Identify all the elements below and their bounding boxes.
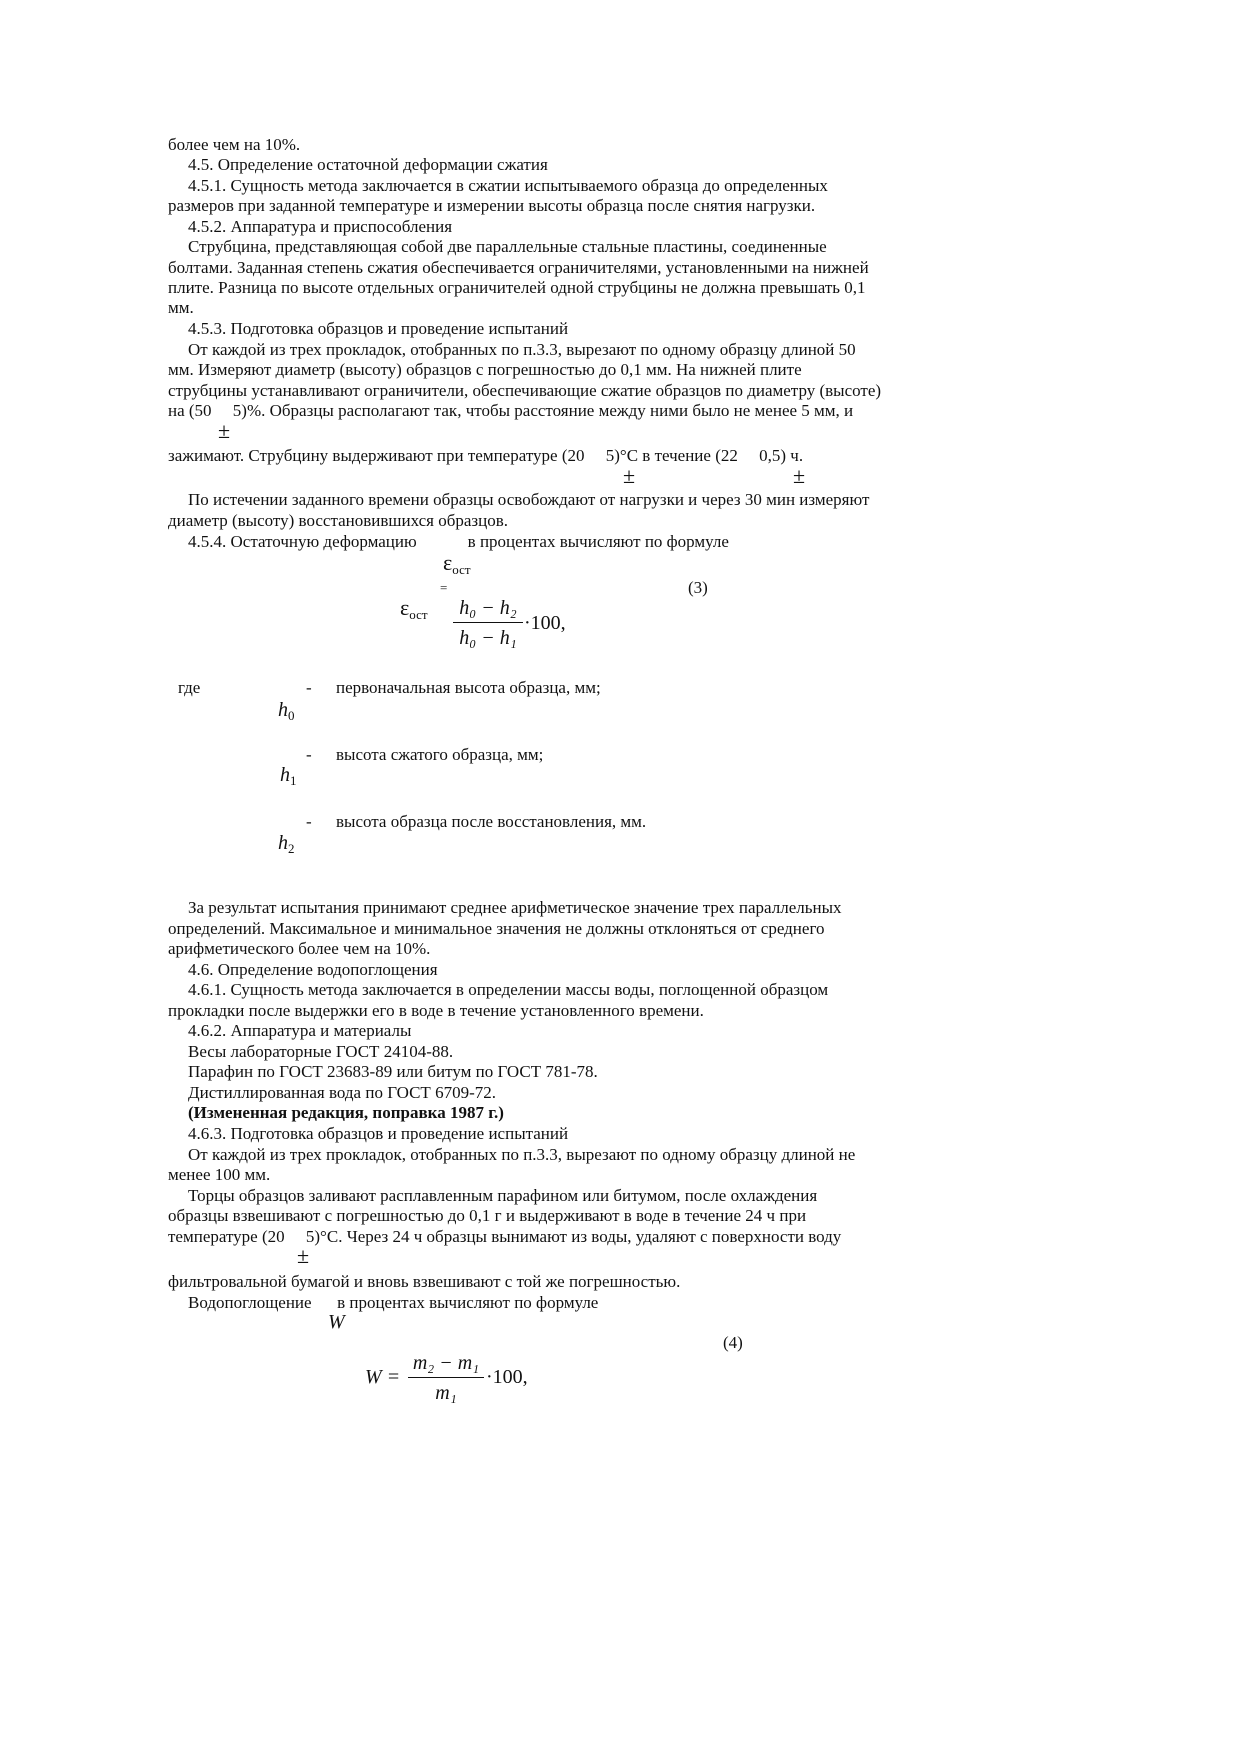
formula-multiplier: ·100, [524,612,566,634]
text-line: плите. Разница по высоте отдельных ограничителей одной струбцины не должна превышать 0,1 [168,278,866,297]
text-line: Весы лабораторные ГОСТ 24104-88. [188,1042,454,1061]
text-line: прокладки после выдержки его в воде в течение установленного времени. [168,1001,704,1020]
amendment-note: (Измененная редакция, поправка 1987 г.) [188,1103,504,1122]
equals-sign: = [440,580,448,595]
text-line: диаметр (высоту) восстановившихся образцов. [168,511,508,530]
text-line: более чем на 10%. [168,135,301,154]
text-line: 4.6.1. Сущность метода заключается в определении массы воды, поглощенной образцом [188,980,829,999]
text-line: струбцины устанавливают ограничители, обеспечивающие сжатие образцов по диаметру (высоте) [168,381,882,400]
text-line: размеров при заданной температуре и измерении высоты образца после снятия нагрузки. [168,196,816,215]
text-line: За результат испытания принимают среднее арифметическое значение трех параллельных [188,898,842,917]
text-line: температуре (20 5)°C. Через 24 ч образцы вынимают из воды, удаляют с поверхности воду [168,1227,842,1246]
text-line: От каждой из трех прокладок, отобранных по п.3.3, вырезают по одному образцу длиной 50 [188,340,856,359]
definition-text: высота образца после восстановления, мм. [336,812,647,831]
text-line: По истечении заданного времени образцы освобождают от нагрузки и через 30 мин измеряют [188,490,870,509]
formula-number: (4) [723,1333,743,1352]
plus-minus-symbol: ± [218,418,231,443]
text-line: 4.5.4. Остаточную деформацию в процентах вычисляют по формуле [188,532,729,551]
section-heading: 4.6. Определение водопоглощения [188,960,438,979]
text-line: образцы взвешивают с погрешностью до 0,1 г и выдерживают в воде в течение 24 ч при [168,1206,807,1225]
definition-text: первоначальная высота образца, мм; [336,678,601,697]
text-line: арифметического более чем на 10%. [168,939,431,958]
text-line: Струбцина, представляющая собой две параллельные стальные пластины, соединенные [188,237,827,256]
dash: - [306,812,312,831]
dash: - [306,678,312,697]
formula-lhs: W = [365,1366,401,1388]
text-line: Торцы образцов заливают расплавленным парафином или битумом, после охлаждения [188,1186,818,1205]
text-line: 4.5.1. Сущность метода заключается в сжатии испытываемого образца до определенных [188,176,828,195]
section-heading: 4.6.3. Подготовка образцов и проведение испытаний [188,1124,569,1143]
formula-numerator: m₂ − m₁ [412,1352,480,1374]
text-line: Парафин по ГОСТ 23683-89 или битум по ГОСТ 781-78. [188,1062,598,1081]
text-line: мм. Измеряют диаметр (высоту) образцов с погрешностью до 0,1 мм. На нижней плите [168,360,802,379]
dash: - [306,745,312,764]
text-line: менее 100 мм. [168,1165,271,1184]
fraction-bar [408,1377,484,1378]
text-line: болтами. Заданная степень сжатия обеспечивается ограничителями, установленными на нижней [168,258,869,277]
variable-symbol: $h_0$ [278,699,295,723]
variable-symbol: $h_2$ [278,832,295,856]
section-heading: 4.6.2. Аппаратура и материалы [188,1021,412,1040]
text-line: От каждой из трех прокладок, отобранных по п.3.3, вырезают по одному образцу длиной не [188,1145,856,1164]
definition-text: высота сжатого образца, мм; [336,745,544,764]
formula-lhs: $\varepsilon_{ост}$ [400,595,428,622]
variable-symbol: $h_1$ [280,764,297,788]
epsilon-symbol: $\varepsilon_{ост}$ [443,550,471,577]
formula-number: (3) [688,578,708,597]
text-line: мм. [168,298,194,317]
where-label: где [178,678,201,697]
plus-minus-symbol: ± [793,463,806,488]
section-heading: 4.5.3. Подготовка образцов и проведение испытаний [188,319,569,338]
formula-denominator: h₀ − h₁ [459,627,517,649]
formula-denominator: m₁ [435,1382,457,1404]
variable-symbol: W [328,1311,345,1333]
text-line: Дистиллированная вода по ГОСТ 6709-72. [188,1083,496,1102]
section-heading: 4.5. Определение остаточной деформации сжатия [188,155,548,174]
section-heading: 4.5.2. Аппаратура и приспособления [188,217,453,236]
fraction-bar [453,622,523,623]
text-line: Водопоглощение в процентах вычисляют по формуле [188,1293,599,1312]
text-line: на (50 5)%. Образцы располагают так, чтобы расстояние между ними было не менее 5 мм, и [168,401,854,420]
text-line: зажимают. Струбцину выдерживают при температуре (20 5)°C в течение (22 0,5) ч. [168,446,804,465]
text-line: определений. Максимальное и минимальное значения не должны отклоняться от среднего [168,919,825,938]
formula-numerator: h₀ − h₂ [459,597,517,619]
plus-minus-symbol: ± [297,1243,310,1268]
plus-minus-symbol: ± [623,463,636,488]
formula-multiplier: ·100, [486,1366,528,1388]
text-line: фильтровальной бумагой и вновь взвешивают с той же погрешностью. [168,1272,681,1291]
